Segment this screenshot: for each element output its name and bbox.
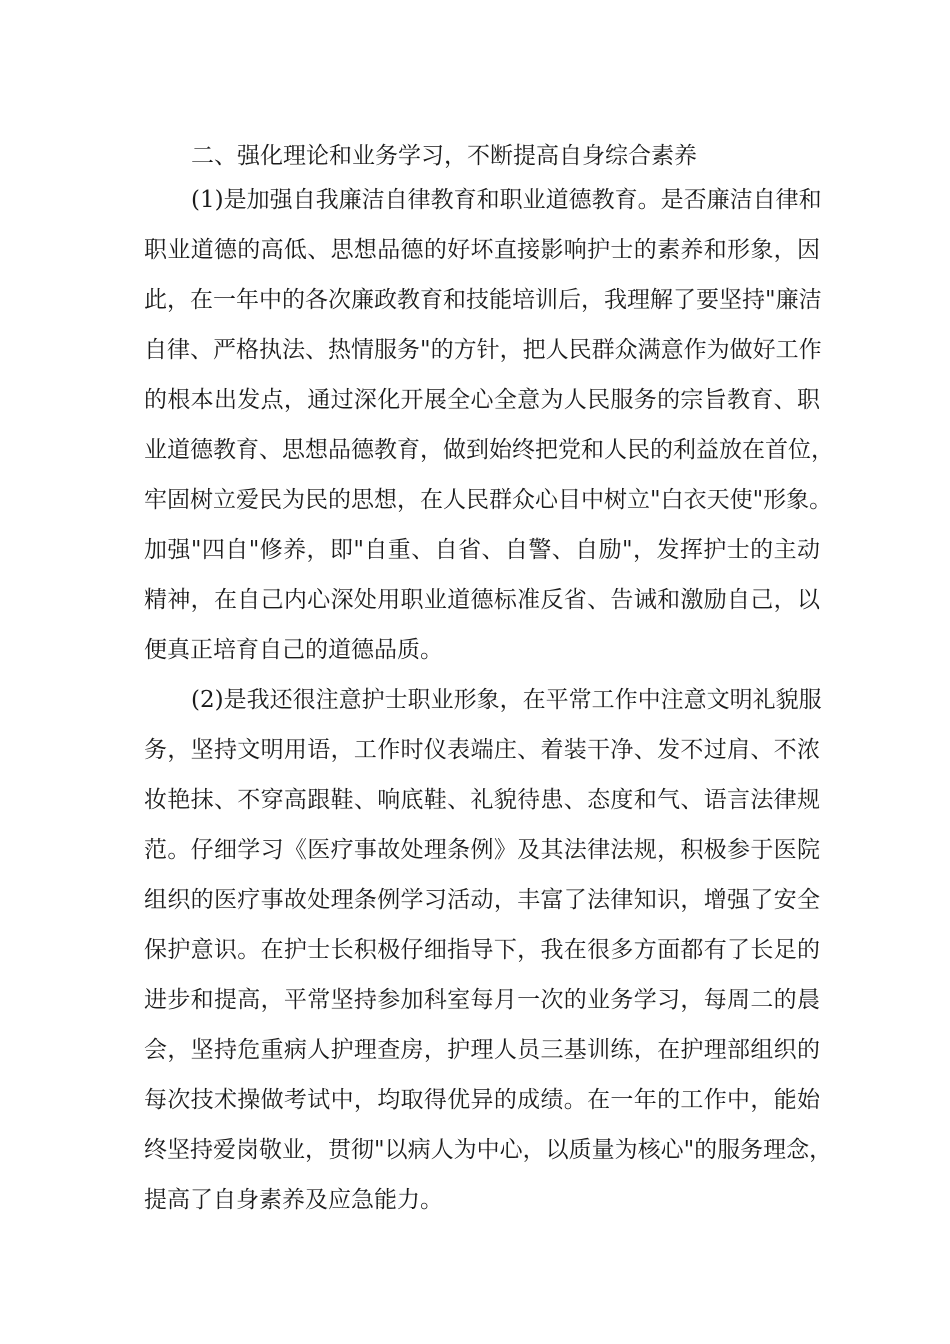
section-heading: 二、强化理论和业务学习，不断提高自身综合素养 <box>191 143 697 169</box>
paragraph-line: 终坚持爱岗敬业，贯彻"以病人为中心，以质量为核心"的服务理念， <box>144 1137 833 1163</box>
paragraph-line: 牢固树立爱民为民的思想，在人民群众心目中树立"白衣天使"形象。 <box>144 487 833 513</box>
paragraph-line: (1)是加强自我廉洁自律教育和职业道德教育。是否廉洁自律和 <box>191 187 822 213</box>
paragraph-line: 加强"四自"修养，即"自重、自省、自警、自励"，发挥护士的主动 <box>144 537 820 563</box>
paragraph-line: 便真正培育自己的道德品质。 <box>144 637 443 663</box>
paragraph-line: 精神，在自己内心深处用职业道德标准反省、告诫和激励自己，以 <box>144 587 820 613</box>
paragraph-line: 提高了自身素养及应急能力。 <box>144 1187 443 1213</box>
paragraph-line: 务，坚持文明用语，工作时仪表端庄、着装干净、发不过肩、不浓 <box>144 737 820 763</box>
paragraph-line: 保护意识。在护士长积极仔细指导下，我在很多方面都有了长足的 <box>144 937 820 963</box>
paragraph-line: 会，坚持危重病人护理查房，护理人员三基训练，在护理部组织的 <box>144 1037 820 1063</box>
paragraph-line: 组织的医疗事故处理条例学习活动，丰富了法律知识，增强了安全 <box>144 887 820 913</box>
paragraph-line: 每次技术操做考试中，均取得优异的成绩。在一年的工作中，能始 <box>144 1087 820 1113</box>
paragraph-line: 妆艳抹、不穿高跟鞋、响底鞋、礼貌待患、态度和气、语言法律规 <box>144 787 820 813</box>
paragraph-line: 业道德教育、思想品德教育，做到始终把党和人民的利益放在首位， <box>144 437 834 463</box>
paragraph-line: 职业道德的高低、思想品德的好坏直接影响护士的素养和形象，因 <box>144 237 820 263</box>
paragraph-line: 此，在一年中的各次廉政教育和技能培训后，我理解了要坚持"廉洁 <box>144 287 822 313</box>
paragraph-line: 进步和提高，平常坚持参加科室每月一次的业务学习，每周二的晨 <box>144 987 820 1013</box>
paragraph-line: 自律、严格执法、热情服务"的方针，把人民群众满意作为做好工作 <box>144 337 822 363</box>
paragraph-line: (2)是我还很注意护士职业形象，在平常工作中注意文明礼貌服 <box>191 687 822 713</box>
paragraph-line: 的根本出发点，通过深化开展全心全意为人民服务的宗旨教育、职 <box>144 387 820 413</box>
paragraph-line: 范。仔细学习《医疗事故处理条例》及其法律法规，积极参于医院 <box>144 837 820 863</box>
